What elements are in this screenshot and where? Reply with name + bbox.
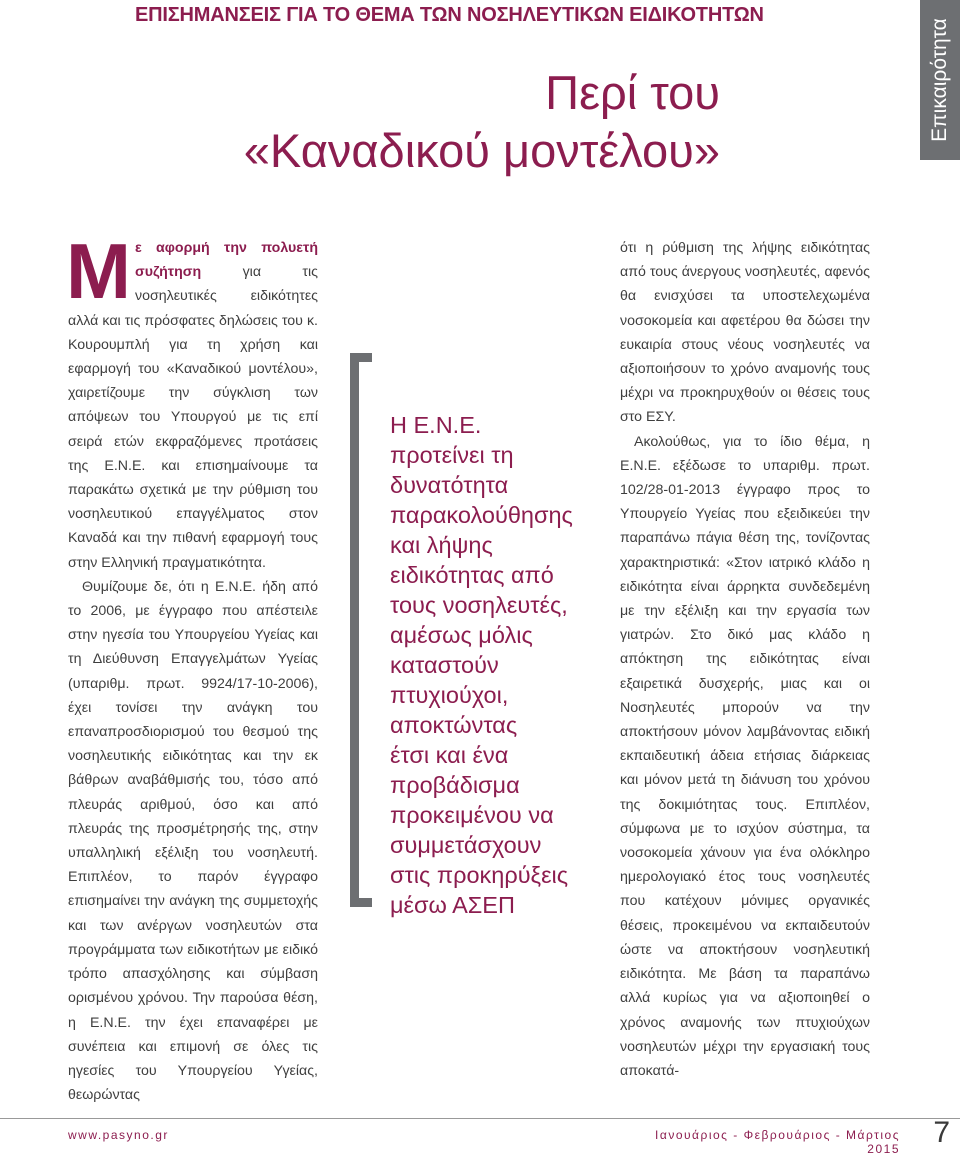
pull-quote-line: μέσω ΑΣΕΠ <box>390 892 515 918</box>
pull-quote <box>390 410 600 920</box>
footer-issue-date: Ιανουάριος - Φεβρουάριος - Μάρτιος 2015 <box>655 1128 900 1156</box>
page-number: 7 <box>933 1116 950 1149</box>
pull-quote-line: προτείνει τη <box>390 442 514 468</box>
pull-quote-line: παρακολούθησης <box>390 502 573 528</box>
section-tab <box>920 0 960 160</box>
drop-cap: Μ <box>66 227 131 315</box>
pull-quote-line: δυνατότητα <box>390 472 509 498</box>
article-column-3 <box>620 236 870 1083</box>
footer-divider <box>0 1118 960 1119</box>
body-paragraph-3: ότι η ρύθμιση της λήψης ειδικότητας από τους άνεργους νοσηλευτές, αφενός θα ενισχύσει τα υποστελεχωμένα νοσοκομεία και αφετέρου θα δώσει την ευκαιρία στους νέους νοσηλευτές να αξιοποιήσουν το χρόνο αναμονής τους μέχρι να προκηρυχθούν οι θέσεις τους στο ΕΣΥ. <box>620 240 870 426</box>
pull-quote-line: στις προκηρύξεις <box>390 862 569 888</box>
article-title-line-2: «Καναδικού μοντέλου» <box>243 124 720 177</box>
pull-quote-line: Η Ε.Ν.Ε. <box>390 412 482 438</box>
pull-quote-line: ειδικότητας από <box>390 562 554 588</box>
pull-quote-line: αποκτώντας <box>390 712 518 738</box>
article-title <box>160 64 720 180</box>
article-column-1 <box>66 227 318 1107</box>
lead-bold-text-2: συζήτηση <box>134 264 202 281</box>
pull-quote-line: προβάδισμα <box>390 772 520 798</box>
body-paragraph-4: Ακολούθως, για το ίδιο θέμα, η Ε.Ν.Ε. εξέδωσε το υπαριθμ. πρωτ. 102/28-01-2013 έγγραφο προς το Υπουργείο Υγείας που εξειδικεύει την παραπάνω πάγια θέση της, τονίζοντας χαρακτηριστικά: «Στον ιατρικό κλάδο η ειδικότητα είναι άρρηκτα συνδεδεμένη με την εξέλιξη και την εργασία των γιατρών. Στο δικό μας κλάδο η απόκτηση της ειδικότητας είναι εξαιρετικά δυσχερής, μιας και οι Νοσηλευτές μπορούν να την αποκτήσουν μόνον λαμβάνοντας ειδική εκπαιδευτική άδεια ετήσιας διάρκειας και μόνον μετά τη διάνυση του χρόνου της δοκιμιότητας τους. Επιπλέον, σύμφωνα με το ισχύον σύστημα, τα νοσοκομεία χάνουν για ένα ολόκληρο ημερολογιακό έτος τους νοσηλευτές που κατέχουν μόνιμες οργανικές θέσεις, προκειμένου να εκπαιδευτούν ώστε να αποκτήσουν νοσηλευτική ειδικότητα. Με βάση τα παραπάνω αλλά κυρίως για να αξιοποιηθεί ο χρόνος αναμονής των πτυχιούχων νοσηλευτών μέχρι την εργασιακή τους αποκατά- <box>620 433 870 1079</box>
lead-bold-text-1: ε αφορμή την πολυετή <box>134 240 318 256</box>
pull-quote-line: καταστούν <box>390 652 499 678</box>
pull-quote-line: και λήψης <box>390 532 493 558</box>
pull-quote-line: προκειμένου να <box>390 802 554 828</box>
body-paragraph-2: Θυμίζουμε δε, ότι η Ε.Ν.Ε. ήδη από το 2006, με έγγραφο που απέστειλε στην ηγεσία του Υπουργείου Υγείας και τη Διεύθυνση Επαγγελμάτων Υγείας (υπαριθμ. πρωτ. 9924/17-10-2006), έχει τονίσει την ανάγκη του επαναπροσδιορισμού του θεσμού της νοσηλευτικής ειδικότητας και την εκ βάθρων αναβάθμισής του, τόσο από πλευράς αριθμού, όσο και από πλευράς της προσμέτρησής της, στην υπαλληλική εξέλιξη του νοσηλευτή. Επιπλέον, το παρόν έγγραφο επισημαίνει την ανάγκη της συμμετοχής και των ανέργων νοσηλευτών στα προγράμματα των ειδικοτήτων με ειδικό τρόπο απασχόλησης και σύμβαση ορισμένου χρόνου. Την παρούσα θέση, η Ε.Ν.Ε. την έχει επαναφέρει με συνέπεια και επιμονή σε όλες τις ηγεσίες του Υπουργείου Υγείας, θεωρώντας <box>68 578 318 1104</box>
pull-quote-line: αμέσως μόλις <box>390 622 533 648</box>
article-title-line-1: Περί του <box>545 66 720 119</box>
section-kicker: ΕΠΙΣΗΜΑΝΣΕΙΣ ΓΙΑ ΤΟ ΘΕΜΑ ΤΩΝ ΝΟΣΗΛΕΥΤΙΚΩΝ ΕΙΔΙΚΟΤΗΤΩΝ <box>135 4 764 26</box>
pull-quote-line: συμμετάσχουν <box>390 832 542 858</box>
pull-quote-line: τους νοσηλευτές, <box>390 592 568 618</box>
pull-quote-line: έτσι και ένα <box>390 742 509 768</box>
footer-website-link[interactable]: www.pasyno.gr <box>68 1128 169 1142</box>
lead-paragraph-text: για τις νοσηλευτικές ειδικότητες αλλά και τις πρόσφατες δηλώσεις του κ. Κουρουμπλή για τη χρήση και εφαρμογή του «Καναδικού μοντέλου», χαιρετίζουμε την σύγκλιση των απόψεων του Υπουργού με τις επί σειρά ετών εκφραζόμενες προτάσεις της Ε.Ν.Ε. και επισημαίνουμε τα παρακάτω σχετικά με την ρύθμιση του νοσηλευτικού επαγγέλματος στον Καναδά και την πιθανή εφαρμογή τους στην Ελληνική πραγματικότητα. <box>68 264 318 571</box>
pull-quote-line: πτυχιούχοι, <box>390 682 509 708</box>
section-tab-label: Επικαιρότητα <box>928 18 951 142</box>
lead-paragraph <box>66 227 318 575</box>
pull-quote-bracket <box>350 353 372 907</box>
